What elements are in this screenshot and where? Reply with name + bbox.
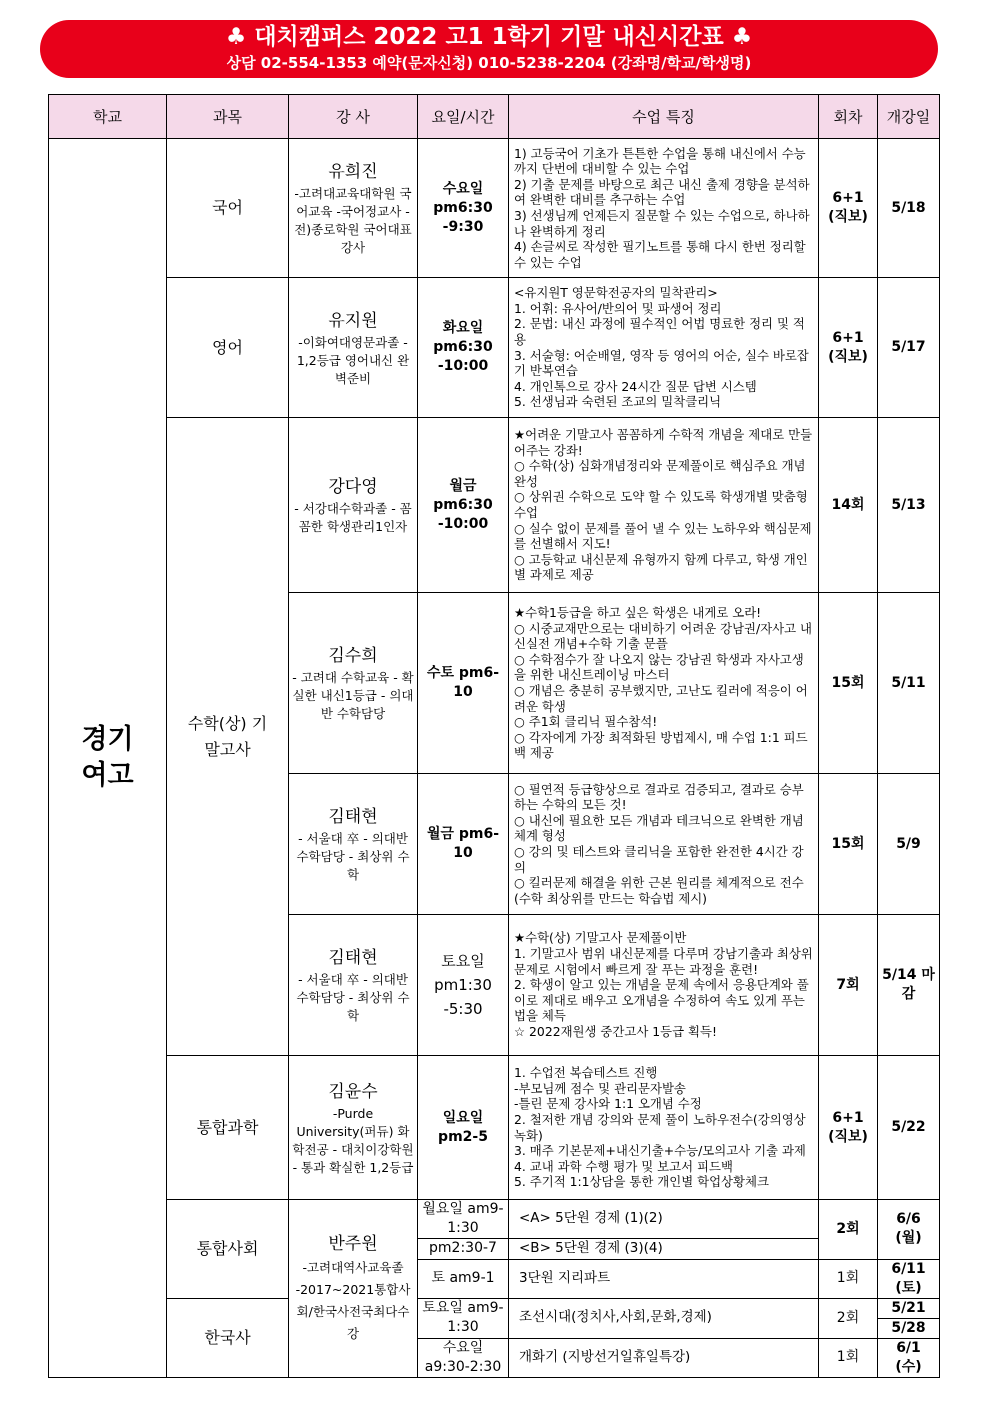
feature-line: ○ 상위권 수학으로 도약 할 수 있도록 학생개별 맞춤형 수업 — [514, 489, 808, 520]
teacher-name: 반주원 — [328, 1234, 378, 1255]
teacher-cell — [289, 915, 418, 1056]
teacher-desc: - 고려대 수학교육 - 확실한 내신1등급 - 의대반 수학담당 — [292, 670, 414, 721]
features-cell — [509, 915, 819, 1056]
feature-line: ○ 내신에 필요한 모든 개념과 테크닉으로 완벽한 개념체계 형성 — [514, 812, 804, 844]
page-title: ♣ 대치캠퍼스 2022 고1 1학기 기말 내신시간표 ♣ — [225, 24, 753, 50]
feature-line: ○ 필연적 등급향상으로 결과로 검증되고, 결과로 승부하는 수학의 모든 것! — [514, 781, 804, 813]
column-header: 학교 — [49, 95, 167, 139]
feature-line: ○ 개념은 충분히 공부했지만, 고난도 킬러에 적응이 어려운 학생 — [514, 683, 808, 714]
teacher-name: 김수희 — [328, 646, 378, 666]
features-cell: 조선시대(정치사,사회,문화,경제) — [509, 1298, 819, 1338]
feature-line: ○ 킬러문제 해결을 위한 근본 원리를 체계적으로 전수 (수학 최상위를 만드는 학습법 제시) — [514, 875, 804, 906]
feature-line: 5. 선생님과 숙련된 조교의 밀착클리닉 — [514, 394, 722, 410]
column-header: 수업 특징 — [509, 95, 819, 139]
time-cell: 화요일 pm6:30 -10:00 — [418, 278, 509, 418]
subject-cell — [167, 418, 289, 1056]
teacher-cell — [289, 1200, 418, 1378]
teacher-name: 유지원 — [328, 310, 378, 331]
feature-line: 3) 선생님께 언제든지 질문할 수 있는 수업으로, 하나하나 완벽하게 정리 — [514, 208, 810, 239]
feature-line: ★수학1등급을 하고 싶은 학생은 내게로 오라! — [514, 605, 762, 621]
open-date-cell: 5/11 — [878, 593, 940, 774]
sessions-cell: 15회 — [819, 593, 878, 774]
contact-info: 상담 02-554-1353 예약(문자신청) 010-5238-2204 (강좌명/학교/학생명) — [226, 54, 752, 72]
timetable — [48, 94, 940, 1378]
column-header: 개강일 — [878, 95, 940, 139]
feature-line: 3. 서술형: 어순배열, 영작 등 영어의 어순, 실수 바로잡기 반복연습 — [514, 347, 809, 379]
teacher-name: 김태현 — [328, 807, 378, 827]
feature-line: 1. 수업전 복습테스트 진행 — [514, 1065, 658, 1081]
teacher-desc: - 서울대 卒 - 의대반 수학담당 - 최상위 수학 — [296, 972, 410, 1023]
time-cell: 월금 pm6:30 -10:00 — [418, 418, 509, 593]
teacher-cell — [289, 418, 418, 593]
teacher-cell — [289, 1056, 418, 1200]
open-date-cell: 5/28 — [878, 1318, 940, 1338]
table-row — [49, 1056, 940, 1200]
column-header: 회차 — [819, 95, 878, 139]
subject-cell: 국어 — [167, 139, 289, 278]
time-cell: 월요일 am9-1:30 — [418, 1200, 509, 1239]
time-cell — [418, 915, 509, 1056]
time-cell: pm2:30-7 — [418, 1239, 509, 1260]
features-cell — [509, 1056, 819, 1200]
open-date-cell: 6/6 (월) — [878, 1200, 940, 1260]
features-cell: <A> 5단원 경제 (1)(2) — [509, 1200, 819, 1239]
teacher-name: 김태현 — [328, 948, 378, 968]
table-header-row — [49, 95, 940, 139]
features-cell — [509, 278, 819, 418]
school-name: 경기여고 — [81, 723, 134, 791]
sessions-cell: 15회 — [819, 774, 878, 915]
features-cell: 3단원 지리파트 — [509, 1259, 819, 1298]
time-cell: 월금 pm6-10 — [418, 774, 509, 915]
feature-line: ☆ 2022재원생 중간고사 1등급 획득! — [514, 1023, 717, 1039]
table-row — [49, 1200, 940, 1239]
features-cell — [509, 774, 819, 915]
table-row — [49, 418, 940, 593]
open-date-cell: 5/18 — [878, 139, 940, 278]
sessions-cell: 14회 — [819, 418, 878, 593]
column-header: 강 사 — [289, 95, 418, 139]
time-cell: 토요일 am9-1:30 — [418, 1298, 509, 1338]
teacher-name: 강다영 — [328, 477, 378, 497]
features-cell: <B> 5단원 경제 (3)(4) — [509, 1239, 819, 1260]
subject-cell: 한국사 — [167, 1298, 289, 1377]
teacher-desc: -Purde University(퍼듀) 화학전공 - 대치이강학원 - 통과 확실한 1,2등급 — [292, 1105, 414, 1175]
feature-line: ○ 시중교재만으로는 대비하기 어려운 강남권/자사고 내신실전 개념+수학 기출 문플 — [514, 620, 813, 652]
table-row — [49, 278, 940, 418]
time-cell: 수요일 pm6:30 -9:30 — [418, 139, 509, 278]
features-cell — [509, 418, 819, 593]
feature-line: 1. 기말고사 범위 내신문제를 다루며 강남기출과 최상위 문제로 시험에서 빠르게 잘 푸는 과정을 훈련! — [514, 946, 813, 977]
open-date-cell: 5/14 마감 — [878, 915, 940, 1056]
teacher-cell — [289, 278, 418, 418]
teacher-name: 김윤수 — [328, 1081, 378, 1102]
sessions-cell: 2회 — [819, 1200, 878, 1260]
table-row — [49, 1298, 940, 1318]
teacher-desc: -고려대교육대학원 국어교육 -국어정교사 -전)종로학원 국어대표강사 — [294, 186, 412, 255]
feature-line: ○ 수학점수가 잘 나오지 않는 강남권 학생과 자사고생을 위한 내신트레이닝 마스터 — [514, 651, 804, 683]
subject-name: 수학(상) 기말고사 — [187, 713, 268, 759]
feature-line: ○ 주1회 클리닉 필수참석! — [514, 714, 658, 730]
table-row — [49, 139, 940, 278]
feature-line: ○ 각자에게 가장 최적화된 방법제시, 매 수업 1:1 피드백 제공 — [514, 729, 808, 761]
feature-line: 4) 손글씨로 작성한 필기노트를 통해 다시 한번 정리할 수 있는 수업 — [514, 239, 806, 270]
column-header: 과목 — [167, 95, 289, 139]
time-cell: 수토 pm6-10 — [418, 593, 509, 774]
teacher-cell — [289, 774, 418, 915]
time-cell: 수요일 a9:30-2:30 — [418, 1338, 509, 1377]
feature-line: -틀린 문제 강사와 1:1 오개념 수정 — [514, 1096, 702, 1112]
feature-line: 1. 어휘: 유사어/반의어 및 파생어 정리 — [514, 300, 722, 316]
feature-line: -부모님께 점수 및 관리문자발송 — [514, 1080, 686, 1096]
teacher-desc: - 서울대 卒 - 의대반 수학담당 - 최상위 수학 — [296, 831, 410, 882]
subject-cell: 통합과학 — [167, 1056, 289, 1200]
feature-line: 4. 교내 과학 수행 평가 및 보고서 피드백 — [514, 1158, 733, 1174]
open-date-cell: 6/11 (토) — [878, 1259, 940, 1298]
feature-line: 2) 기출 문제를 바탕으로 최근 내신 출제 경향을 분석하여 완벽한 대비를 추구하는 수업 — [514, 176, 810, 208]
column-header: 요일/시간 — [418, 95, 509, 139]
subject-cell: 통합사회 — [167, 1200, 289, 1299]
feature-line: 2. 철저한 개념 강의와 문제 풀이 노하우전수(강의영상녹화) — [514, 1111, 806, 1143]
subject-cell: 영어 — [167, 278, 289, 418]
feature-line: 4. 개인톡으로 강사 24시간 질문 답변 시스템 — [514, 378, 757, 394]
sessions-cell: 6+1 (직보) — [819, 139, 878, 278]
feature-line: ★어려운 기말고사 꼼꼼하게 수학적 개념을 제대로 만들어주는 강좌! — [514, 427, 813, 458]
feature-line: 2. 학생이 알고 있는 개념을 문제 속에서 응용단계와 풀이로 제대로 배우고 오개념을 수정하여 속도 있게 푸는 법을 체득 — [514, 977, 809, 1024]
open-date-cell: 5/22 — [878, 1056, 940, 1200]
features-cell — [509, 593, 819, 774]
teacher-name: 유희진 — [328, 162, 378, 182]
title-banner — [40, 20, 938, 78]
feature-line: ○ 강의 및 테스트와 클리닉을 포함한 완전한 4시간 강의 — [514, 844, 804, 875]
teacher-desc: - 서강대수학과졸 - 꼼꼼한 학생관리1인자 — [294, 501, 412, 534]
teacher-cell — [289, 593, 418, 774]
sessions-cell: 7회 — [819, 915, 878, 1056]
open-date-cell: 5/9 — [878, 774, 940, 915]
feature-line: ★수학(상) 기말고사 문제풀이반 — [514, 930, 687, 946]
open-date-cell: 5/17 — [878, 278, 940, 418]
open-date-cell: 6/1 (수) — [878, 1338, 940, 1377]
features-cell — [509, 139, 819, 278]
open-date-cell: 5/21 — [878, 1298, 940, 1318]
sessions-cell: 6+1 (직보) — [819, 278, 878, 418]
time-text: 토요일 pm1:30 -5:30 — [434, 952, 492, 1018]
features-cell: 개화기 (지방선거일휴일특강) — [509, 1338, 819, 1377]
feature-line: 5. 주기적 1:1상담을 통한 개인별 학업상황체크 — [514, 1174, 769, 1190]
sessions-cell: 6+1 (직보) — [819, 1056, 878, 1200]
teacher-cell — [289, 139, 418, 278]
teacher-desc: -이화여대영문과졸 - 1,2등급 영어내신 완벽준비 — [296, 334, 410, 386]
feature-line: 3. 매주 기본문제+내신기출+수능/모의고사 기출 과제 — [514, 1143, 806, 1159]
feature-line: ○ 수학(상) 심화개념정리와 문제풀이로 핵심주요 개념완성 — [514, 458, 806, 489]
sessions-cell: 1회 — [819, 1338, 878, 1377]
sessions-cell: 1회 — [819, 1259, 878, 1298]
time-cell: 토 am9-1 — [418, 1259, 509, 1298]
feature-line: 2. 문법: 내신 과정에 필수적인 어법 명료한 정리 및 적용 — [514, 316, 805, 347]
feature-line: <유지원T 영문학전공자의 밀착관리> — [514, 285, 718, 301]
feature-line: ○ 고등학교 내신문제 유형까지 함께 다루고, 학생 개인별 과제로 제공 — [514, 551, 808, 583]
school-cell — [49, 139, 167, 1378]
time-cell: 일요일 pm2-5 — [418, 1056, 509, 1200]
teacher-desc: -고려대역사교육졸 -2017~2021통합사회/한국사전국최다수강 — [295, 1260, 411, 1342]
sessions-cell: 2회 — [819, 1298, 878, 1338]
feature-line: ○ 실수 없이 문제를 풀어 낼 수 있는 노하우와 핵심문제를 선별해서 지도! — [514, 520, 812, 552]
feature-line: 1) 고등국어 기초가 튼튼한 수업을 통해 내신에서 수능까지 단번에 대비할 수 있는 수업 — [514, 145, 806, 177]
open-date-cell: 5/13 — [878, 418, 940, 593]
